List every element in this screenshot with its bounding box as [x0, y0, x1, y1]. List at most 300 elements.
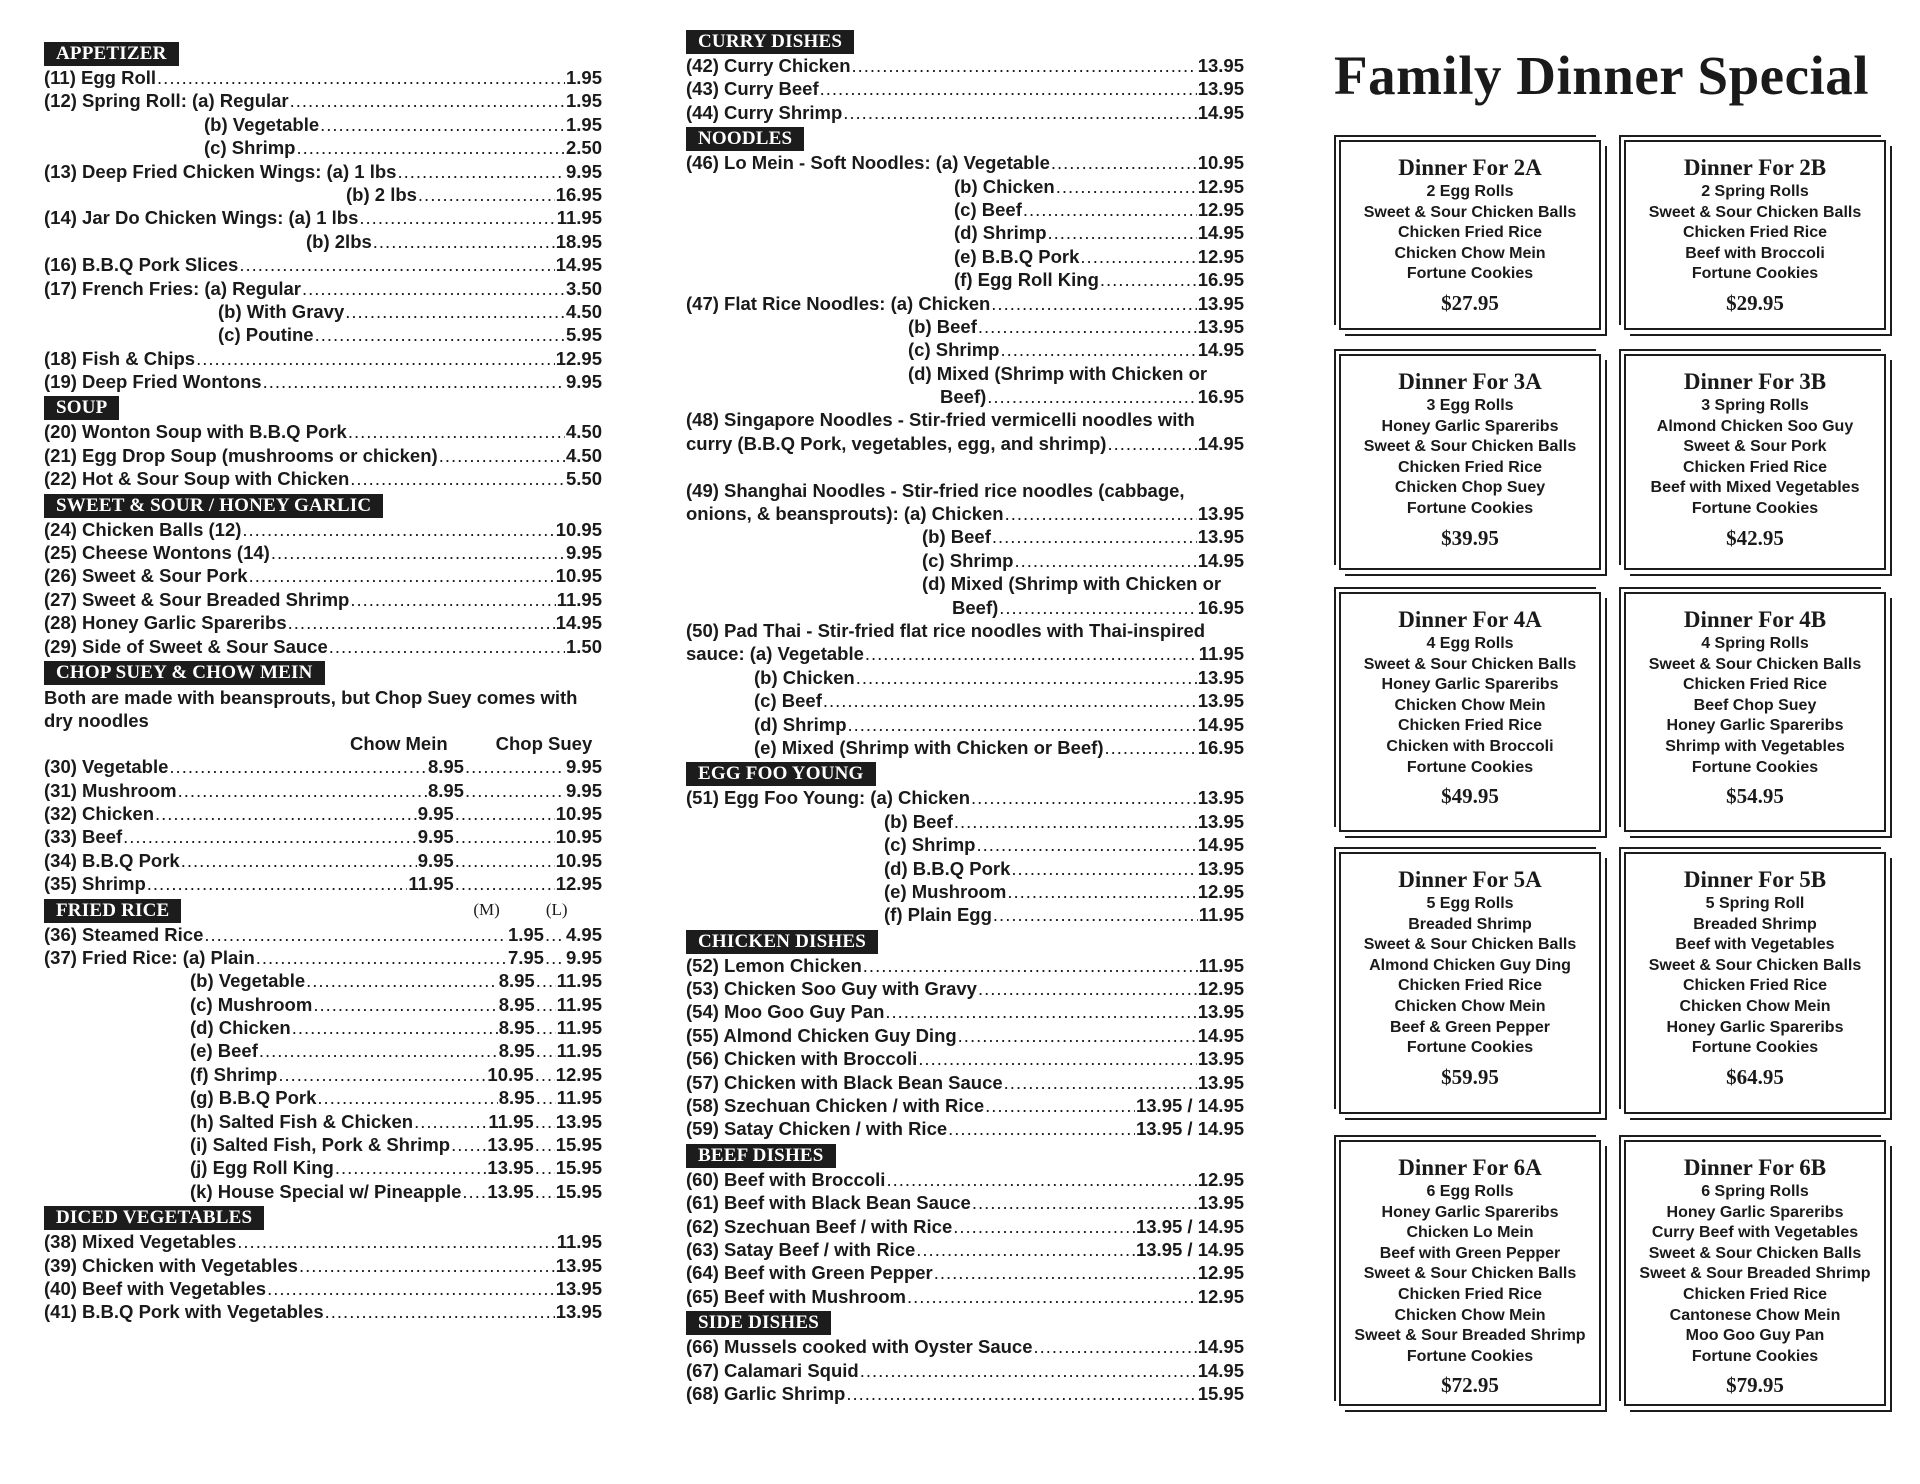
section-header: SIDE DISHES	[686, 1311, 831, 1335]
dinner-item: Fortune Cookies	[1406, 265, 1534, 283]
menu-item	[686, 714, 1244, 737]
item-price: 14.95	[1197, 713, 1244, 735]
item-name: (f) Shrimp	[190, 1063, 278, 1085]
menu-item	[44, 278, 602, 301]
dinner-item: 6 Spring Rolls	[1701, 1183, 1809, 1200]
dot-leader	[1100, 269, 1197, 291]
item-price: 13.95 / 14.95	[1135, 1118, 1244, 1140]
menu-item	[686, 834, 1244, 857]
dinner-price: $59.95	[1441, 1064, 1499, 1089]
dinner-price: $27.95	[1441, 290, 1499, 315]
section-note: Both are made with beansprouts, but Chop Suey comes with dry noodles	[44, 686, 578, 732]
item-price: 4.50	[565, 444, 602, 466]
dinner-title: Dinner For 6B	[1683, 1155, 1827, 1180]
menu-item	[686, 643, 1244, 666]
menu-item	[686, 152, 1244, 175]
item-name: (36) Steamed Rice	[44, 923, 204, 945]
item-name: (d) Mixed (Shrimp with Chicken or	[922, 573, 1222, 595]
item-name: (53) Chicken Soo Guy with Gravy	[686, 978, 977, 1000]
dinner-item: Honey Garlic Spareribs	[1381, 676, 1559, 694]
dot-leader	[1007, 881, 1196, 903]
dot-leader	[535, 1111, 555, 1133]
dinner-item: Breaded Shrimp	[1693, 915, 1817, 933]
item-price: 13.95	[555, 1278, 602, 1299]
dot-leader	[999, 597, 1196, 619]
item-name: (40) Beef with Vegetables	[44, 1278, 267, 1299]
dot-leader	[373, 231, 555, 253]
item-price-large: 15.95	[555, 1134, 602, 1156]
section-header: FRIED RICE	[44, 899, 181, 923]
menu-item	[44, 1181, 602, 1204]
dinner-card	[1339, 852, 1601, 1114]
menu-item	[44, 850, 602, 873]
dot-leader	[918, 1048, 1196, 1070]
menu-item	[686, 176, 1244, 199]
menu-item	[44, 994, 602, 1017]
dot-leader	[1048, 222, 1197, 244]
item-name: (b) Vegetable	[190, 970, 306, 992]
dinner-item: 4 Egg Rolls	[1426, 635, 1514, 652]
item-price-large: 9.95	[565, 756, 602, 778]
section-header-row	[44, 897, 602, 924]
dot-leader	[948, 1118, 1135, 1140]
dinner-price: $29.95	[1726, 290, 1784, 315]
dot-leader	[306, 970, 498, 992]
dot-leader	[535, 1181, 555, 1203]
dinner-item: 2 Spring Rolls	[1701, 183, 1809, 200]
dinner-item: Chicken Chop Suey	[1394, 479, 1546, 497]
item-price: 13.95	[1197, 55, 1244, 76]
menu-item	[44, 371, 602, 394]
item-price-medium: 8.95	[498, 993, 535, 1015]
item-name: (33) Beef	[44, 826, 123, 848]
item-price: 13.95	[1197, 787, 1244, 809]
dot-leader	[987, 386, 1196, 408]
item-name: (59) Satay Chicken / with Rice	[686, 1118, 948, 1140]
item-name: (38) Mixed Vegetables	[44, 1231, 237, 1253]
item-name: (58) Szechuan Chicken / with Rice	[686, 1095, 985, 1117]
item-name: (22) Hot & Sour Soup with Chicken	[44, 468, 350, 490]
size-medium-label: (M)	[473, 900, 500, 920]
item-price: 10.95	[1197, 152, 1244, 174]
dot-leader	[315, 324, 565, 346]
item-price-large: 11.95	[556, 970, 602, 992]
dot-leader	[823, 690, 1197, 712]
menu-column-middle	[686, 28, 1244, 1406]
item-price: 12.95	[555, 347, 602, 369]
item-price: 12.95	[1197, 978, 1244, 1000]
item-price: 11.95	[556, 207, 602, 229]
item-price: 13.95	[1197, 315, 1244, 337]
menu-item	[44, 301, 602, 324]
item-name: (e) Beef	[190, 1040, 258, 1062]
dot-leader	[465, 780, 565, 802]
item-price-medium: 8.95	[427, 779, 464, 801]
item-price: 10.95	[555, 518, 602, 540]
item-price-large: 9.95	[565, 779, 602, 801]
item-price-large: 10.95	[555, 849, 602, 871]
menu-item	[686, 316, 1244, 339]
item-price-medium: 13.95	[487, 1157, 534, 1179]
item-price: 9.95	[565, 542, 602, 564]
dinner-card	[1624, 592, 1886, 832]
item-price: 12.95	[1197, 1168, 1244, 1190]
dinner-item: 5 Spring Roll	[1705, 895, 1805, 912]
item-name: (17) French Fries: (a) Regular	[44, 277, 302, 299]
item-price-medium: 13.95	[487, 1134, 534, 1156]
menu-item	[686, 1262, 1244, 1285]
menu-section	[44, 492, 602, 659]
dinner-item: Beef with Green Pepper	[1379, 1244, 1561, 1262]
item-name: (60) Beef with Broccoli	[686, 1168, 886, 1190]
size-large-label: (L)	[545, 900, 568, 920]
menu-item	[44, 1087, 602, 1110]
menu-item	[44, 970, 602, 993]
item-price: 12.95	[1197, 880, 1244, 902]
item-name: (43) Curry Beef	[686, 78, 819, 100]
dot-leader	[545, 924, 565, 946]
item-name: (c) Beef	[954, 198, 1022, 220]
item-price: 15.95	[1197, 1382, 1244, 1404]
dot-leader	[885, 1001, 1196, 1023]
item-price: 18.95	[555, 230, 602, 252]
item-price: 16.95	[1197, 269, 1244, 291]
item-price: 14.95	[1197, 222, 1244, 244]
item-name: (12) Spring Roll: (a) Regular	[44, 90, 289, 112]
item-price-medium: 13.95	[487, 1180, 534, 1202]
dot-leader	[249, 565, 555, 587]
item-price-large: 13.95	[555, 1110, 602, 1132]
item-name: (b) 2lbs	[306, 230, 372, 252]
dot-leader	[350, 468, 565, 490]
item-price-medium: 9.95	[417, 802, 454, 824]
menu-line	[686, 409, 1244, 432]
dinner-title: Dinner For 5B	[1683, 867, 1827, 892]
dot-leader	[178, 780, 427, 802]
item-name: (50) Pad Thai - Stir-fried flat rice noodles with Thai-inspired	[686, 619, 1206, 641]
item-name: (c) Shrimp	[884, 834, 976, 856]
menu-line	[686, 573, 1244, 596]
dinner-item: Honey Garlic Spareribs	[1381, 1203, 1559, 1221]
item-name: (42) Curry Chicken	[686, 55, 851, 76]
item-price: 12.95	[1197, 175, 1244, 197]
dot-leader	[455, 803, 555, 825]
item-name: (f) Plain Egg	[884, 904, 992, 926]
dinner-card	[1624, 852, 1886, 1114]
item-price-large: 10.95	[555, 802, 602, 824]
menu-item	[44, 542, 602, 565]
dinner-item: Fortune Cookies	[1406, 1039, 1534, 1057]
item-price-large: 11.95	[556, 1040, 602, 1062]
item-price: 16.95	[1197, 736, 1244, 758]
dot-leader	[296, 137, 565, 159]
dinner-price: $42.95	[1726, 525, 1784, 550]
dot-leader	[846, 1383, 1196, 1405]
menu-line	[686, 363, 1244, 386]
menu-item	[44, 254, 602, 277]
dinner-item: Fortune Cookies	[1691, 758, 1819, 776]
dot-leader	[1023, 199, 1197, 221]
menu-section	[44, 40, 602, 394]
item-price: 1.95	[565, 90, 602, 112]
item-name: (d) Shrimp	[754, 713, 847, 735]
dinner-item: Honey Garlic Spareribs	[1666, 1203, 1844, 1221]
item-name: (27) Sweet & Sour Breaded Shrimp	[44, 588, 350, 610]
item-name: (68) Garlic Shrimp	[686, 1382, 846, 1404]
dot-leader	[237, 1231, 555, 1253]
menu-line	[686, 456, 1244, 479]
menu-item	[686, 1239, 1244, 1262]
item-price-medium: 9.95	[417, 826, 454, 848]
item-price: 12.95	[1197, 198, 1244, 220]
section-header: SOUP	[44, 396, 119, 420]
dinner-title: Dinner For 5A	[1398, 867, 1542, 892]
menu-item	[686, 1216, 1244, 1239]
item-name: (c) Shrimp	[922, 549, 1014, 571]
dot-leader	[256, 947, 507, 969]
item-name: (c) Shrimp	[908, 339, 1000, 361]
item-price: 11.95	[556, 1231, 602, 1253]
dot-leader	[865, 643, 1198, 665]
dot-leader	[1014, 550, 1196, 572]
dot-leader	[345, 301, 565, 323]
item-price: 13.95	[1197, 1001, 1244, 1023]
dot-leader	[348, 421, 565, 443]
menu-item	[686, 269, 1244, 292]
menu-item	[686, 246, 1244, 269]
item-price-large: 4.95	[565, 923, 602, 945]
dot-leader	[536, 1017, 556, 1039]
item-name: (b) 2 lbs	[346, 183, 417, 205]
menu-item	[686, 881, 1244, 904]
item-name: (b) Chicken	[954, 175, 1055, 197]
item-price: 4.50	[565, 421, 602, 443]
item-price-medium: 11.95	[408, 873, 454, 895]
section-header-row	[44, 659, 602, 686]
menu-item	[686, 811, 1244, 834]
dot-leader	[848, 714, 1197, 736]
menu-item	[686, 1025, 1244, 1048]
dot-leader	[852, 55, 1197, 77]
item-name: (j) Egg Roll King	[190, 1157, 334, 1179]
item-price-medium: 1.95	[507, 923, 544, 945]
dot-leader	[978, 978, 1197, 1000]
dinner-price: $54.95	[1726, 784, 1784, 809]
dot-leader	[155, 803, 417, 825]
item-price: 13.95	[1197, 526, 1244, 548]
item-name: (g) B.B.Q Pork	[190, 1087, 317, 1109]
item-price: 13.95	[1197, 1071, 1244, 1093]
dinner-item: Fortune Cookies	[1691, 499, 1819, 517]
dinner-item: Fortune Cookies	[1691, 265, 1819, 283]
menu-item	[686, 1360, 1244, 1383]
col-chop-suey: Chop Suey	[495, 732, 593, 754]
dot-leader	[320, 114, 565, 136]
menu-item	[44, 137, 602, 160]
item-name: (20) Wonton Soup with B.B.Q Pork	[44, 421, 347, 443]
item-price-medium: 8.95	[498, 1040, 535, 1062]
menu-item	[686, 55, 1244, 78]
menu-item	[44, 445, 602, 468]
dinner-item: Chicken Fried Rice	[1397, 224, 1543, 242]
section-header: BEEF DISHES	[686, 1144, 836, 1168]
menu-item	[686, 1048, 1244, 1071]
dinner-item: Shrimp with Vegetables	[1665, 737, 1845, 755]
menu-column-left	[44, 40, 602, 1325]
menu-section	[686, 125, 1244, 760]
menu-item	[44, 1134, 602, 1157]
item-price: 14.95	[1197, 834, 1244, 856]
item-price: 2.50	[565, 137, 602, 159]
item-price: 12.95	[1197, 1262, 1244, 1284]
section-header: APPETIZER	[44, 42, 179, 66]
dinner-item: 3 Spring Rolls	[1701, 397, 1809, 414]
dinner-item: 3 Egg Rolls	[1426, 397, 1514, 414]
section-header: EGG FOO YOUNG	[686, 762, 876, 786]
dinner-item: Beef with Mixed Vegetables	[1650, 479, 1860, 497]
item-name: (25) Cheese Wontons (14)	[44, 542, 270, 564]
dot-leader	[972, 1192, 1197, 1214]
item-name: (14) Jar Do Chicken Wings: (a) 1 lbs	[44, 207, 359, 229]
dinner-price: $72.95	[1441, 1373, 1499, 1398]
dot-leader	[239, 254, 554, 276]
menu-item	[44, 348, 602, 371]
item-name: (54) Moo Goo Guy Pan	[686, 1001, 885, 1023]
item-price: 14.95	[1197, 1359, 1244, 1381]
menu-item	[686, 503, 1244, 526]
dinner-item: Chicken Fried Rice	[1682, 224, 1828, 242]
menu-item	[44, 67, 602, 90]
menu-item	[44, 1301, 602, 1324]
dinner-title: Dinner For 4A	[1398, 607, 1542, 632]
item-name: (62) Szechuan Beef / with Rice	[686, 1215, 953, 1237]
item-price: 13.95	[1197, 857, 1244, 879]
item-price: 14.95	[1197, 432, 1244, 454]
menu-item	[44, 468, 602, 491]
item-name: (63) Satay Beef / with Rice	[686, 1238, 916, 1260]
dot-leader	[1011, 858, 1196, 880]
dot-leader	[288, 612, 555, 634]
item-name: sauce: (a) Vegetable	[686, 643, 864, 665]
item-price: 14.95	[555, 254, 602, 276]
item-name: (c) Poutine	[218, 324, 314, 346]
item-price-medium: 10.95	[487, 1063, 534, 1085]
item-price-medium: 8.95	[427, 756, 464, 778]
item-price-large: 11.95	[556, 993, 602, 1015]
menu-item	[44, 756, 602, 779]
dot-leader	[290, 90, 565, 112]
dot-leader	[418, 184, 555, 206]
item-price-large: 15.95	[555, 1180, 602, 1202]
item-price: 1.95	[565, 113, 602, 135]
dinner-card	[1624, 354, 1886, 570]
item-name: (18) Fish & Chips	[44, 347, 196, 369]
dot-leader	[860, 1360, 1197, 1382]
menu-item	[44, 565, 602, 588]
menu-section	[686, 760, 1244, 927]
item-price: 9.95	[565, 371, 602, 393]
dinner-item: Chicken Fried Rice	[1682, 1285, 1828, 1303]
dinner-item: Sweet & Sour Chicken Balls	[1363, 655, 1577, 673]
dinner-title: Dinner For 2A	[1398, 155, 1542, 180]
item-name: (37) Fried Rice: (a) Plain	[44, 946, 255, 968]
dot-leader	[1107, 433, 1196, 455]
dot-leader	[147, 873, 408, 895]
dot-leader	[535, 1064, 555, 1086]
menu-item	[686, 1169, 1244, 1192]
item-price: 13.95	[1197, 503, 1244, 525]
menu-item	[44, 519, 602, 542]
item-price-medium: 8.95	[498, 1087, 535, 1109]
item-name: (b) Chicken	[754, 666, 855, 688]
menu-item	[686, 102, 1244, 125]
item-price: 5.50	[565, 468, 602, 490]
dot-leader	[278, 1064, 486, 1086]
item-name: (d) B.B.Q Pork	[884, 857, 1011, 879]
item-price: 13.95 / 14.95	[1135, 1095, 1244, 1117]
item-name: (35) Shrimp	[44, 873, 146, 895]
dot-leader	[451, 1134, 486, 1156]
item-name: (e) Mixed (Shrimp with Chicken or Beef)	[754, 736, 1104, 758]
item-name: (13) Deep Fried Chicken Wings: (a) 1 lbs	[44, 160, 397, 182]
dot-leader	[991, 293, 1196, 315]
menu-item	[686, 1118, 1244, 1141]
menu-item	[44, 324, 602, 347]
item-name: (c) Shrimp	[204, 137, 296, 159]
menu-item	[686, 526, 1244, 549]
dinner-item: Fortune Cookies	[1691, 1347, 1819, 1365]
dinner-item: Sweet & Sour Chicken Balls	[1363, 936, 1577, 954]
item-price-large: 12.95	[555, 873, 602, 895]
item-price-medium: 11.95	[488, 1110, 534, 1132]
dinner-item: 2 Egg Rolls	[1426, 183, 1514, 200]
section-header: CURRY DISHES	[686, 30, 854, 54]
dot-leader	[1004, 1072, 1197, 1094]
dinner-item: Sweet & Sour Chicken Balls	[1363, 203, 1577, 221]
item-name: (49) Shanghai Noodles - Stir-fried rice noodles (cabbage,	[686, 479, 1185, 501]
item-name: (b) Beef	[908, 315, 977, 337]
item-price: 13.95	[1197, 666, 1244, 688]
dot-leader	[397, 161, 565, 183]
dinner-item: Fortune Cookies	[1406, 1347, 1534, 1365]
menu-item	[44, 114, 602, 137]
dinner-item: 4 Spring Rolls	[1701, 635, 1809, 652]
item-price-medium: 8.95	[498, 970, 535, 992]
menu-item	[686, 1383, 1244, 1406]
dot-leader	[535, 1157, 555, 1179]
item-name: Beef)	[940, 386, 987, 408]
dot-leader	[536, 994, 556, 1016]
item-price: 13.95	[1197, 292, 1244, 314]
column-headers	[44, 733, 602, 756]
dot-leader	[958, 1025, 1197, 1047]
dinner-item: Chicken Fried Rice	[1397, 458, 1543, 476]
dinner-item: Sweet & Sour Breaded Shrimp	[1639, 1265, 1871, 1283]
item-price: 14.95	[1197, 1336, 1244, 1358]
item-name: (57) Chicken with Black Bean Sauce	[686, 1071, 1003, 1093]
menu-section	[686, 1309, 1244, 1406]
dinner-item: Sweet & Sour Chicken Balls	[1648, 655, 1862, 673]
dot-leader	[169, 756, 427, 778]
item-price: 13.95	[1197, 690, 1244, 712]
dinner-title: Dinner For 4B	[1683, 607, 1827, 632]
item-name: (d) Chicken	[190, 1017, 291, 1039]
item-price: 13.95	[1197, 1192, 1244, 1214]
item-name: (e) B.B.Q Pork	[954, 245, 1080, 267]
item-name: (39) Chicken with Vegetables	[44, 1254, 298, 1276]
dot-leader	[302, 278, 565, 300]
dinner-item: Almond Chicken Soo Guy	[1656, 417, 1854, 435]
